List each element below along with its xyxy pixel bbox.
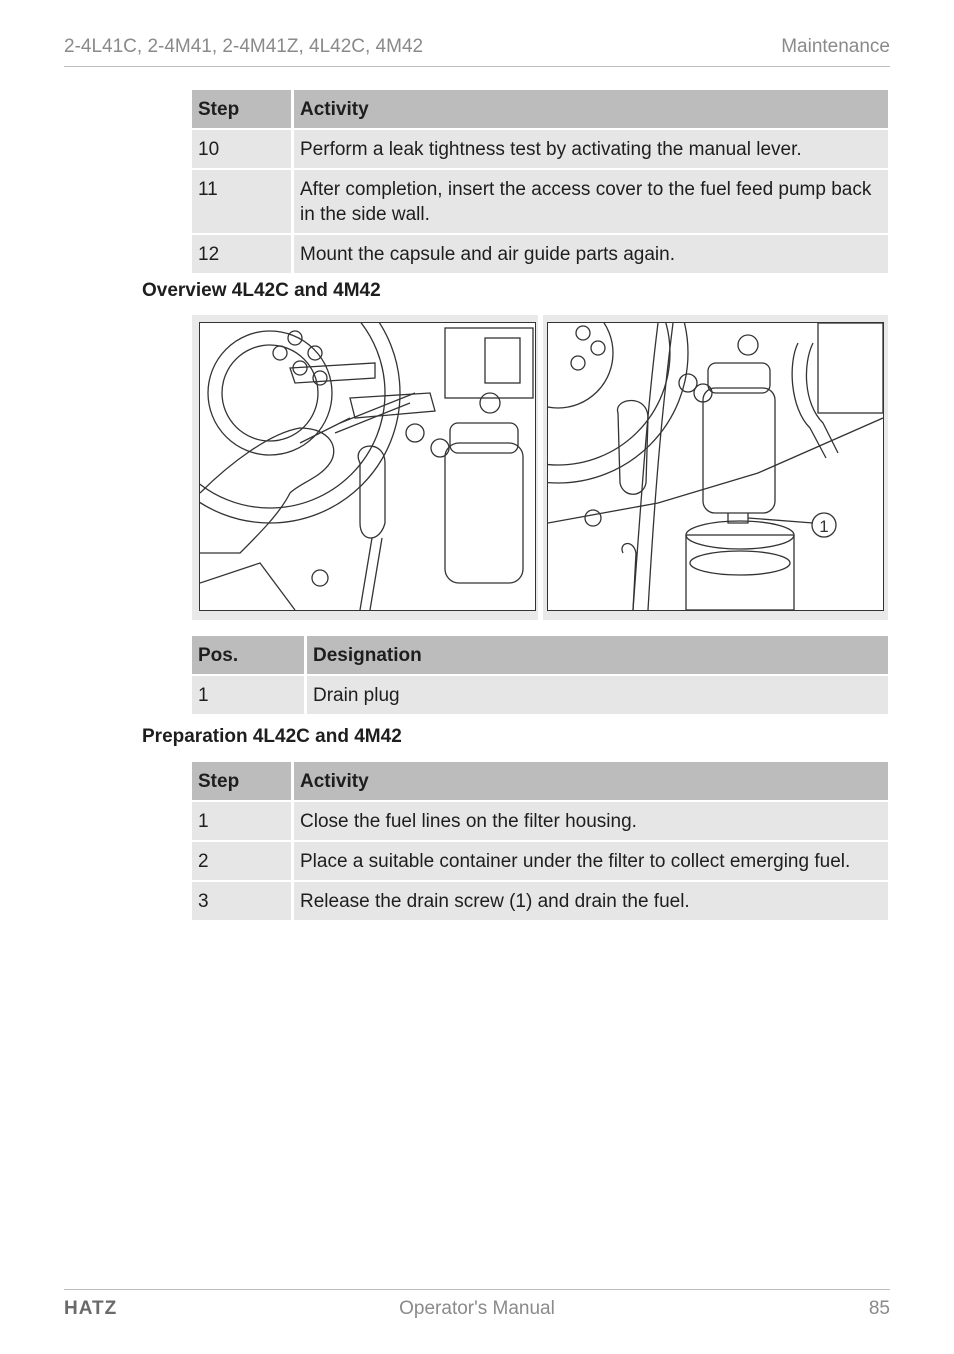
page-number: 85	[868, 1298, 890, 1319]
step-activity: Perform a leak tightness test by activating the manual lever.	[291, 130, 888, 168]
table-row	[192, 676, 888, 714]
table-row	[192, 130, 888, 168]
positions-table	[192, 634, 888, 716]
overview-figure	[192, 315, 888, 620]
table-header-row	[192, 90, 888, 128]
step-number: 1	[192, 802, 291, 840]
step-activity: Mount the capsule and air guide parts again.	[291, 235, 888, 273]
step-activity: Release the drain screw (1) and drain the fuel.	[291, 882, 888, 920]
brand-logo: HATZ	[64, 1298, 118, 1319]
table-row	[192, 170, 888, 233]
callout-number: 1	[819, 517, 829, 536]
column-header-step: Step	[192, 762, 291, 800]
step-number: 2	[192, 842, 291, 880]
step-activity: Place a suitable container under the filter to collect emerging fuel.	[291, 842, 888, 880]
table-header-row	[192, 762, 888, 800]
figure-left-pane	[199, 322, 536, 611]
header-models: 2-4L41C, 2-4M41, 2-4M41Z, 4L42C, 4M42	[64, 36, 424, 57]
steps-table-continued	[192, 88, 888, 275]
step-number: 12	[192, 235, 291, 273]
fuel-filter-manual-lever-illustration	[200, 323, 535, 610]
position-designation: Drain plug	[304, 676, 888, 714]
step-activity: After completion, insert the access cover to the fuel feed pump back in the side wall.	[291, 170, 888, 233]
step-activity: Close the fuel lines on the filter housing.	[291, 802, 888, 840]
preparation-heading: Preparation 4L42C and 4M42	[142, 726, 402, 747]
page-footer	[64, 1289, 890, 1330]
position-number: 1	[192, 676, 304, 714]
column-header-pos: Pos.	[192, 636, 304, 674]
table-row	[192, 842, 888, 880]
drain-plug-container-illustration	[548, 323, 883, 610]
header-section: Maintenance	[781, 36, 890, 57]
step-number: 10	[192, 130, 291, 168]
column-header-activity: Activity	[291, 90, 888, 128]
table-header-row	[192, 636, 888, 674]
table-row	[192, 235, 888, 273]
table-row	[192, 882, 888, 920]
figure-right-pane	[547, 322, 884, 611]
column-header-activity: Activity	[291, 762, 888, 800]
table-row	[192, 802, 888, 840]
step-number: 11	[192, 170, 291, 233]
column-header-designation: Designation	[304, 636, 888, 674]
overview-heading: Overview 4L42C and 4M42	[142, 280, 381, 301]
page-header	[64, 36, 890, 67]
step-number: 3	[192, 882, 291, 920]
preparation-steps-table	[192, 760, 888, 922]
column-header-step: Step	[192, 90, 291, 128]
footer-title: Operator's Manual	[399, 1298, 555, 1319]
figure-divider	[538, 315, 543, 620]
